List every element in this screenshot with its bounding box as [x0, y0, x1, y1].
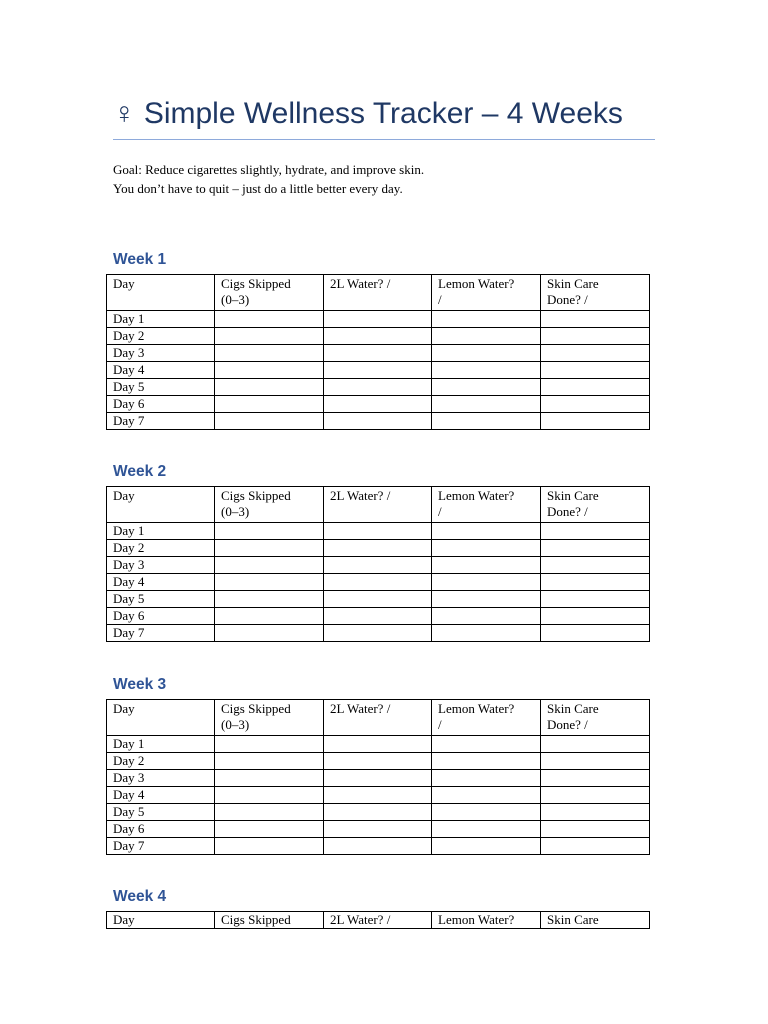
header-day: Day — [107, 487, 215, 523]
skin-cell[interactable] — [541, 396, 650, 413]
cigs-cell[interactable] — [215, 311, 324, 328]
skin-cell[interactable] — [541, 311, 650, 328]
day-label: Day 4 — [107, 787, 215, 804]
day-label: Day 7 — [107, 625, 215, 642]
cigs-cell[interactable] — [215, 625, 324, 642]
header-2l-water: 2L Water? / — [324, 487, 432, 523]
water-cell[interactable] — [324, 523, 432, 540]
table-row — [107, 379, 650, 396]
day-label: Day 4 — [107, 362, 215, 379]
encouragement-line: You don’t have to quit – just do a little better every day. — [113, 181, 403, 196]
skin-cell[interactable] — [541, 804, 650, 821]
day-label: Day 7 — [107, 413, 215, 430]
header-skin-care: Skin Care Done? / — [541, 487, 650, 523]
cigs-cell[interactable] — [215, 523, 324, 540]
cigs-cell[interactable] — [215, 413, 324, 430]
skin-cell[interactable] — [541, 821, 650, 838]
table-row — [107, 804, 650, 821]
lemon-cell[interactable] — [432, 787, 541, 804]
lemon-cell[interactable] — [432, 804, 541, 821]
skin-cell[interactable] — [541, 753, 650, 770]
cigs-cell[interactable] — [215, 591, 324, 608]
water-cell[interactable] — [324, 311, 432, 328]
table-header-row — [107, 700, 650, 736]
water-cell[interactable] — [324, 608, 432, 625]
table-row — [107, 838, 650, 855]
day-label: Day 7 — [107, 838, 215, 855]
table-row — [107, 311, 650, 328]
cigs-cell[interactable] — [215, 787, 324, 804]
week-table — [106, 699, 650, 855]
header-skin-care: Skin Care Done? / — [541, 275, 650, 311]
cigs-cell[interactable] — [215, 379, 324, 396]
page-title: ♀ Simple Wellness Tracker – 4 Weeks — [113, 97, 623, 130]
cigs-cell[interactable] — [215, 838, 324, 855]
day-label: Day 6 — [107, 608, 215, 625]
table-row — [107, 396, 650, 413]
table-row — [107, 787, 650, 804]
table-header-row — [107, 275, 650, 311]
water-cell[interactable] — [324, 396, 432, 413]
day-label: Day 5 — [107, 591, 215, 608]
lemon-cell[interactable] — [432, 413, 541, 430]
table-row — [107, 557, 650, 574]
water-cell[interactable] — [324, 625, 432, 642]
water-cell[interactable] — [324, 838, 432, 855]
table-row — [107, 523, 650, 540]
lemon-cell[interactable] — [432, 574, 541, 591]
day-label: Day 6 — [107, 396, 215, 413]
water-cell[interactable] — [324, 379, 432, 396]
week-table — [106, 911, 650, 929]
lemon-cell[interactable] — [432, 608, 541, 625]
table-row — [107, 591, 650, 608]
water-cell[interactable] — [324, 770, 432, 787]
skin-cell[interactable] — [541, 345, 650, 362]
lemon-cell[interactable] — [432, 379, 541, 396]
cigs-cell[interactable] — [215, 362, 324, 379]
header-lemon-water: Lemon Water? / — [432, 700, 541, 736]
header-2l-water: 2L Water? / — [324, 275, 432, 311]
week-heading: Week 1 — [113, 251, 167, 268]
cigs-cell[interactable] — [215, 345, 324, 362]
water-cell[interactable] — [324, 821, 432, 838]
water-cell[interactable] — [324, 787, 432, 804]
water-cell[interactable] — [324, 574, 432, 591]
water-cell[interactable] — [324, 328, 432, 345]
lemon-cell[interactable] — [432, 540, 541, 557]
cigs-cell[interactable] — [215, 736, 324, 753]
lemon-cell[interactable] — [432, 770, 541, 787]
table-row — [107, 770, 650, 787]
skin-cell[interactable] — [541, 608, 650, 625]
title-divider — [113, 139, 655, 140]
header-lemon-water: Lemon Water? / — [432, 487, 541, 523]
lemon-cell[interactable] — [432, 736, 541, 753]
week-heading: Week 3 — [113, 676, 167, 693]
water-cell[interactable] — [324, 804, 432, 821]
lemon-cell[interactable] — [432, 591, 541, 608]
day-label: Day 1 — [107, 311, 215, 328]
water-cell[interactable] — [324, 413, 432, 430]
table-row — [107, 413, 650, 430]
day-label: Day 3 — [107, 770, 215, 787]
lemon-cell[interactable] — [432, 396, 541, 413]
header-skin-care: Skin Care Done? / — [541, 700, 650, 736]
lemon-cell[interactable] — [432, 821, 541, 838]
day-label: Day 3 — [107, 557, 215, 574]
day-label: Day 5 — [107, 379, 215, 396]
table-row — [107, 736, 650, 753]
skin-cell[interactable] — [541, 591, 650, 608]
day-label: Day 2 — [107, 328, 215, 345]
skin-cell[interactable] — [541, 574, 650, 591]
header-day: Day — [107, 912, 215, 929]
table-row — [107, 574, 650, 591]
header-cigs-skipped: Cigs Skipped (0–3) — [215, 700, 324, 736]
lemon-cell[interactable] — [432, 523, 541, 540]
cigs-cell[interactable] — [215, 770, 324, 787]
day-label: Day 1 — [107, 523, 215, 540]
header-2l-water: 2L Water? / — [324, 700, 432, 736]
skin-cell[interactable] — [541, 770, 650, 787]
cigs-cell[interactable] — [215, 540, 324, 557]
header-day: Day — [107, 275, 215, 311]
table-row — [107, 345, 650, 362]
intro-text — [113, 160, 424, 198]
table-row — [107, 540, 650, 557]
day-label: Day 3 — [107, 345, 215, 362]
lemon-cell[interactable] — [432, 625, 541, 642]
lemon-cell[interactable] — [432, 345, 541, 362]
day-label: Day 4 — [107, 574, 215, 591]
header-cigs-skipped: Cigs Skipped — [215, 912, 324, 929]
goal-line: Goal: Reduce cigarettes slightly, hydrate, and improve skin. — [113, 162, 425, 177]
lemon-cell[interactable] — [432, 362, 541, 379]
water-cell[interactable] — [324, 540, 432, 557]
day-label: Day 2 — [107, 540, 215, 557]
skin-cell[interactable] — [541, 413, 650, 430]
skin-cell[interactable] — [541, 328, 650, 345]
day-label: Day 1 — [107, 736, 215, 753]
table-row — [107, 608, 650, 625]
skin-cell[interactable] — [541, 625, 650, 642]
cigs-cell[interactable] — [215, 753, 324, 770]
table-row — [107, 821, 650, 838]
header-day: Day — [107, 700, 215, 736]
water-cell[interactable] — [324, 591, 432, 608]
cigs-cell[interactable] — [215, 608, 324, 625]
table-row — [107, 753, 650, 770]
cigs-cell[interactable] — [215, 804, 324, 821]
header-lemon-water: Lemon Water? — [432, 912, 541, 929]
day-label: Day 6 — [107, 821, 215, 838]
water-cell[interactable] — [324, 557, 432, 574]
water-cell[interactable] — [324, 753, 432, 770]
day-label: Day 2 — [107, 753, 215, 770]
cigs-cell[interactable] — [215, 557, 324, 574]
lemon-cell[interactable] — [432, 753, 541, 770]
skin-cell[interactable] — [541, 838, 650, 855]
week-heading: Week 4 — [113, 888, 167, 905]
cigs-cell[interactable] — [215, 821, 324, 838]
week-heading: Week 2 — [113, 463, 167, 480]
week-table — [106, 486, 650, 642]
table-header-row — [107, 912, 650, 929]
header-skin-care: Skin Care — [541, 912, 650, 929]
lemon-cell[interactable] — [432, 311, 541, 328]
week-table — [106, 274, 650, 430]
header-lemon-water: Lemon Water? / — [432, 275, 541, 311]
header-2l-water: 2L Water? / — [324, 912, 432, 929]
lemon-cell[interactable] — [432, 838, 541, 855]
skin-cell[interactable] — [541, 787, 650, 804]
table-row — [107, 362, 650, 379]
day-label: Day 5 — [107, 804, 215, 821]
skin-cell[interactable] — [541, 362, 650, 379]
table-row — [107, 625, 650, 642]
header-cigs-skipped: Cigs Skipped (0–3) — [215, 275, 324, 311]
water-cell[interactable] — [324, 736, 432, 753]
cigs-cell[interactable] — [215, 328, 324, 345]
cigs-cell[interactable] — [215, 396, 324, 413]
skin-cell[interactable] — [541, 736, 650, 753]
table-header-row — [107, 487, 650, 523]
skin-cell[interactable] — [541, 523, 650, 540]
header-cigs-skipped: Cigs Skipped (0–3) — [215, 487, 324, 523]
table-row — [107, 328, 650, 345]
skin-cell[interactable] — [541, 557, 650, 574]
water-cell[interactable] — [324, 345, 432, 362]
skin-cell[interactable] — [541, 379, 650, 396]
lemon-cell[interactable] — [432, 328, 541, 345]
water-cell[interactable] — [324, 362, 432, 379]
skin-cell[interactable] — [541, 540, 650, 557]
cigs-cell[interactable] — [215, 574, 324, 591]
lemon-cell[interactable] — [432, 557, 541, 574]
